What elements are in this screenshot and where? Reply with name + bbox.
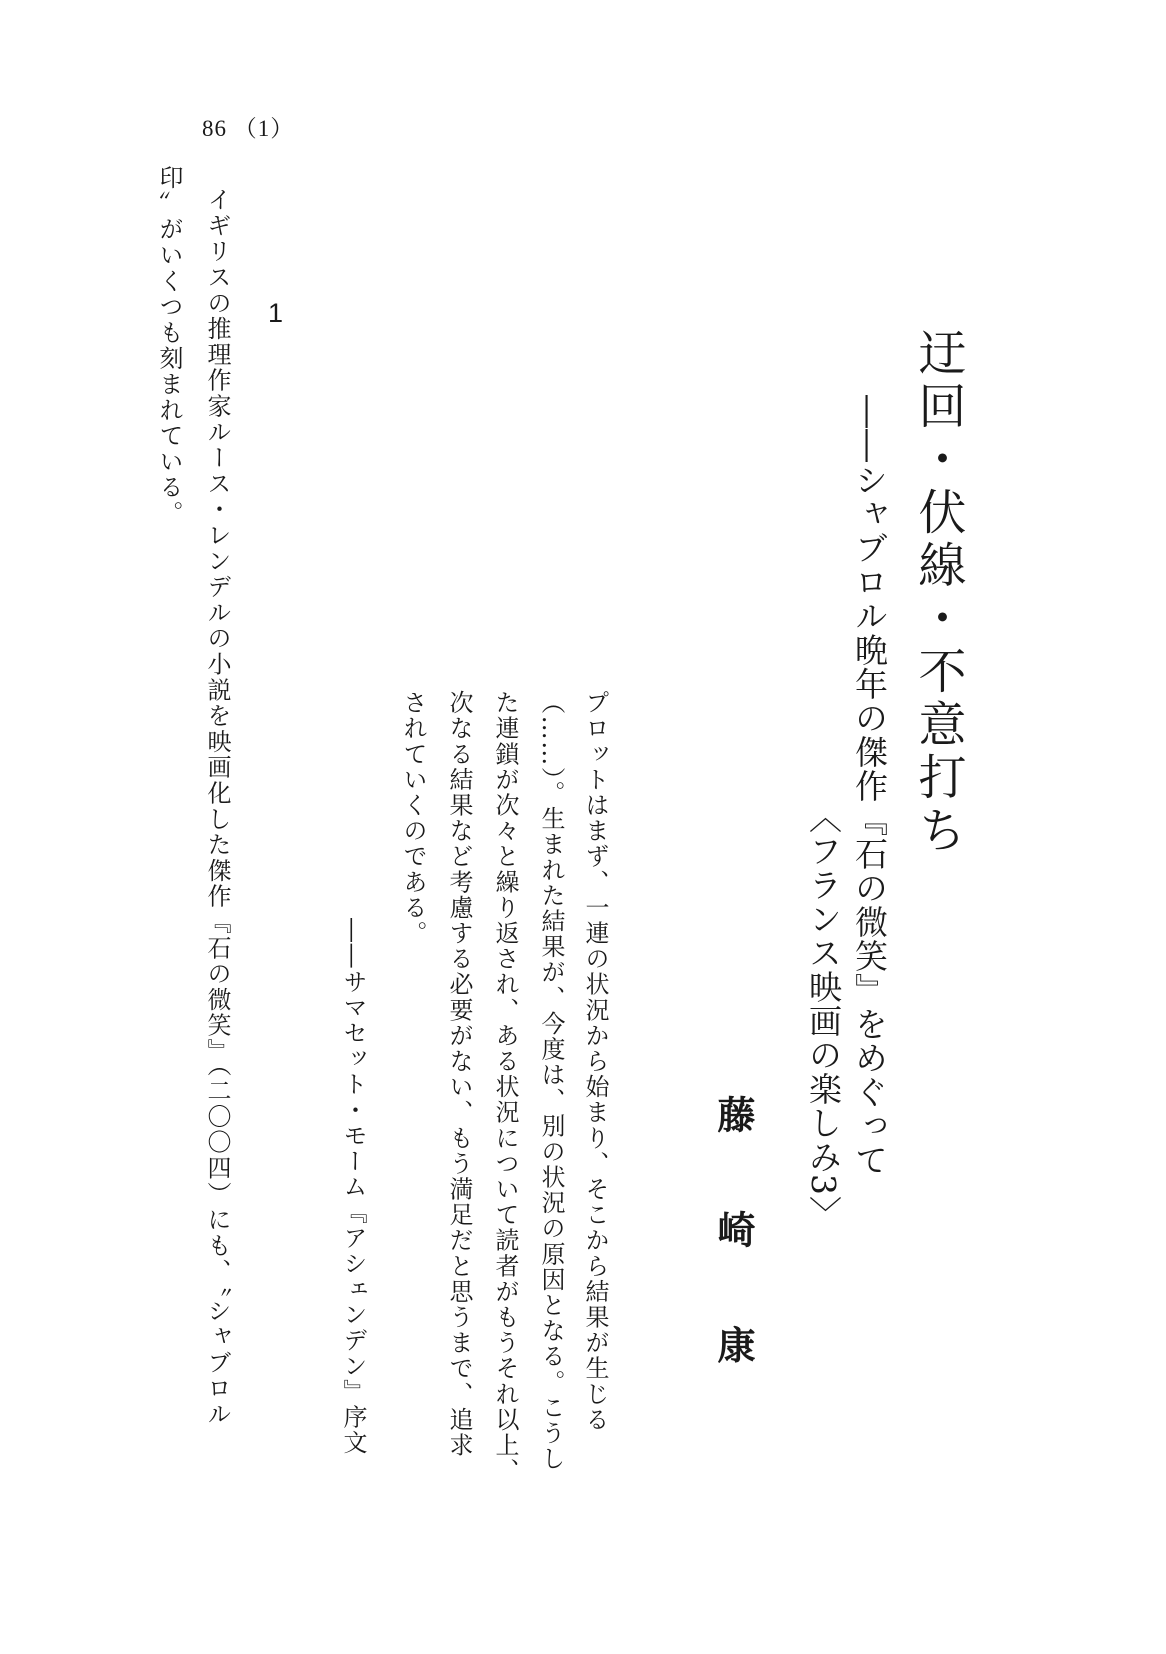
epigraph-line: されていくのである。 <box>399 690 427 946</box>
article-subtitle: ――シャブロル晩年の傑作『石の微笑』をめぐって <box>850 395 889 1177</box>
article-title: 迂回・伏線・不意打ち <box>910 328 966 858</box>
epigraph-source: ――サマセット・モーム『アシェンデン』序文 <box>339 918 367 1456</box>
body-line: 印〟がいくつも刻まれている。 <box>155 165 183 527</box>
series-title: 〈フランス映画の楽しみ3〉 <box>804 800 843 1230</box>
epigraph-line: 次なる結果など考慮する必要がない、もう満足だと思うまで、追求 <box>445 690 473 1458</box>
body-line: イギリスの推理作家ルース・レンデルの小説を映画化した傑作『石の微笑』（二〇〇四）にも、〝シャブロル <box>203 187 231 1428</box>
section-number: 1 <box>268 298 284 328</box>
epigraph-line: た連鎖が次々と繰り返され、ある状況について読者がもうそれ以上、 <box>491 690 519 1484</box>
author-name: 藤 崎 康 <box>711 1095 756 1396</box>
epigraph-line: プロットはまず、一連の状況から始まり、そこから結果が生じる <box>581 690 609 1433</box>
epigraph-line: （……）。生まれた結果が、今度は、別の状況の原因となる。こうし <box>537 690 565 1472</box>
page-number: 86 （1） <box>202 116 295 141</box>
